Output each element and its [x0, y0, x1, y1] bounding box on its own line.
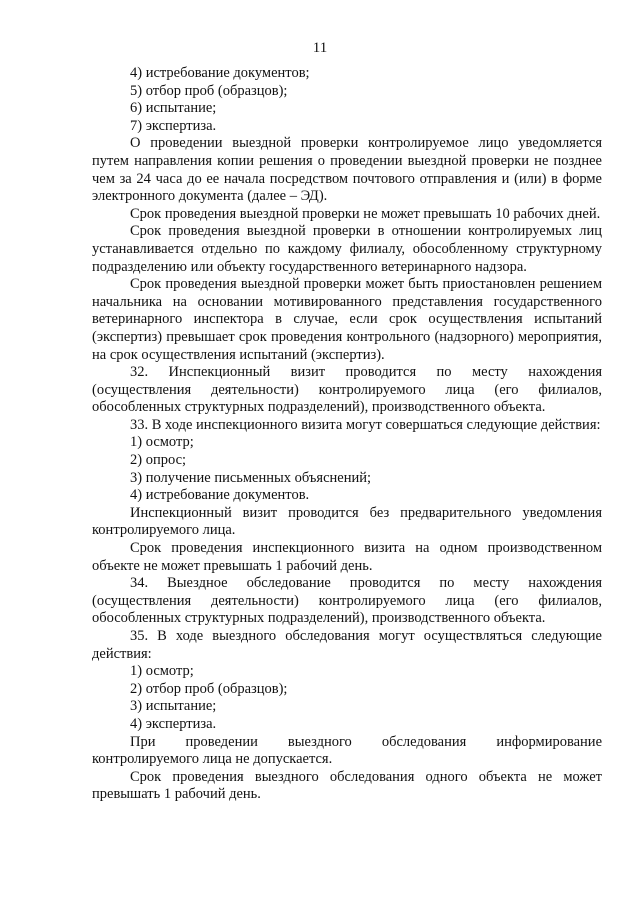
- list-item: 4) истребование документов;: [130, 65, 310, 81]
- paragraph: Инспекционный визит проводится без предварительного уведомления контролируемого лица.: [92, 504, 602, 539]
- document-body: [92, 65, 602, 804]
- paragraph: Срок проведения выездной проверки может быть приостановлен решением начальника на основании мотивированного представления государственного ветеринарного инспектора в случае, если срок осуществления испытаний (экспертиз) превышает срок проведения контрольного (надзорного) мероприятия, на срок осуществления испытаний (экспертиз).: [92, 276, 602, 363]
- list-item: 2) опрос;: [130, 452, 187, 469]
- paragraph: 32. Инспекционный визит проводится по месту нахождения (осуществления деятельности) контролируемого лица (его филиалов, обособленных структурных подразделений), производственного объекта.: [92, 364, 602, 416]
- paragraph: 33. В ходе инспекционного визита могут совершаться следующие действия:: [130, 416, 601, 433]
- list-item: 1) осмотр;: [130, 434, 194, 451]
- paragraph: При проведении выездного обследования информирование контролируемого лица не допускается.: [92, 733, 602, 768]
- list-item: 4) экспертиза.: [130, 715, 217, 732]
- list-item: 7) экспертиза.: [130, 117, 217, 134]
- paragraph: Срок проведения выездной проверки в отношении контролируемых лиц устанавливается отдельно по каждому филиалу, обособленному структурному подразделению или объекту государственного ветеринарного надзора.: [92, 223, 602, 275]
- paragraph: О проведении выездной проверки контролируемое лицо уведомляется путем направления копии решения о проведении выездной проверки не позднее чем за 24 часа до ее начала посредством почтового отправления и (или) в форме электронного документа (далее – ЭД).: [92, 135, 602, 205]
- paragraph: Срок проведения выездной проверки не может превышать 10 рабочих дней.: [130, 205, 601, 222]
- list-item: 2) отбор проб (образцов);: [130, 680, 288, 697]
- list-item: 6) испытание;: [130, 100, 217, 117]
- list-item: 3) испытание;: [130, 698, 217, 715]
- list-item: 3) получение письменных объяснений;: [130, 469, 372, 486]
- list-item: 5) отбор проб (образцов);: [130, 82, 288, 99]
- page-number: 11: [312, 40, 328, 56]
- list-item: 4) истребование документов.: [130, 487, 310, 504]
- paragraph: Срок проведения инспекционного визита на одном производственном объекте не может превышать 1 рабочий день.: [92, 540, 602, 574]
- paragraph: 34. Выездное обследование проводится по месту нахождения (осуществления деятельности) контролируемого лица (его филиалов, обособленных структурных подразделений), производственного объекта.: [92, 575, 602, 627]
- paragraph: 35. В ходе выездного обследования могут осуществляться следующие действия:: [92, 628, 602, 662]
- list-item: 1) осмотр;: [130, 663, 194, 680]
- paragraph: Срок проведения выездного обследования одного объекта не может превышать 1 рабочий день.: [92, 768, 602, 803]
